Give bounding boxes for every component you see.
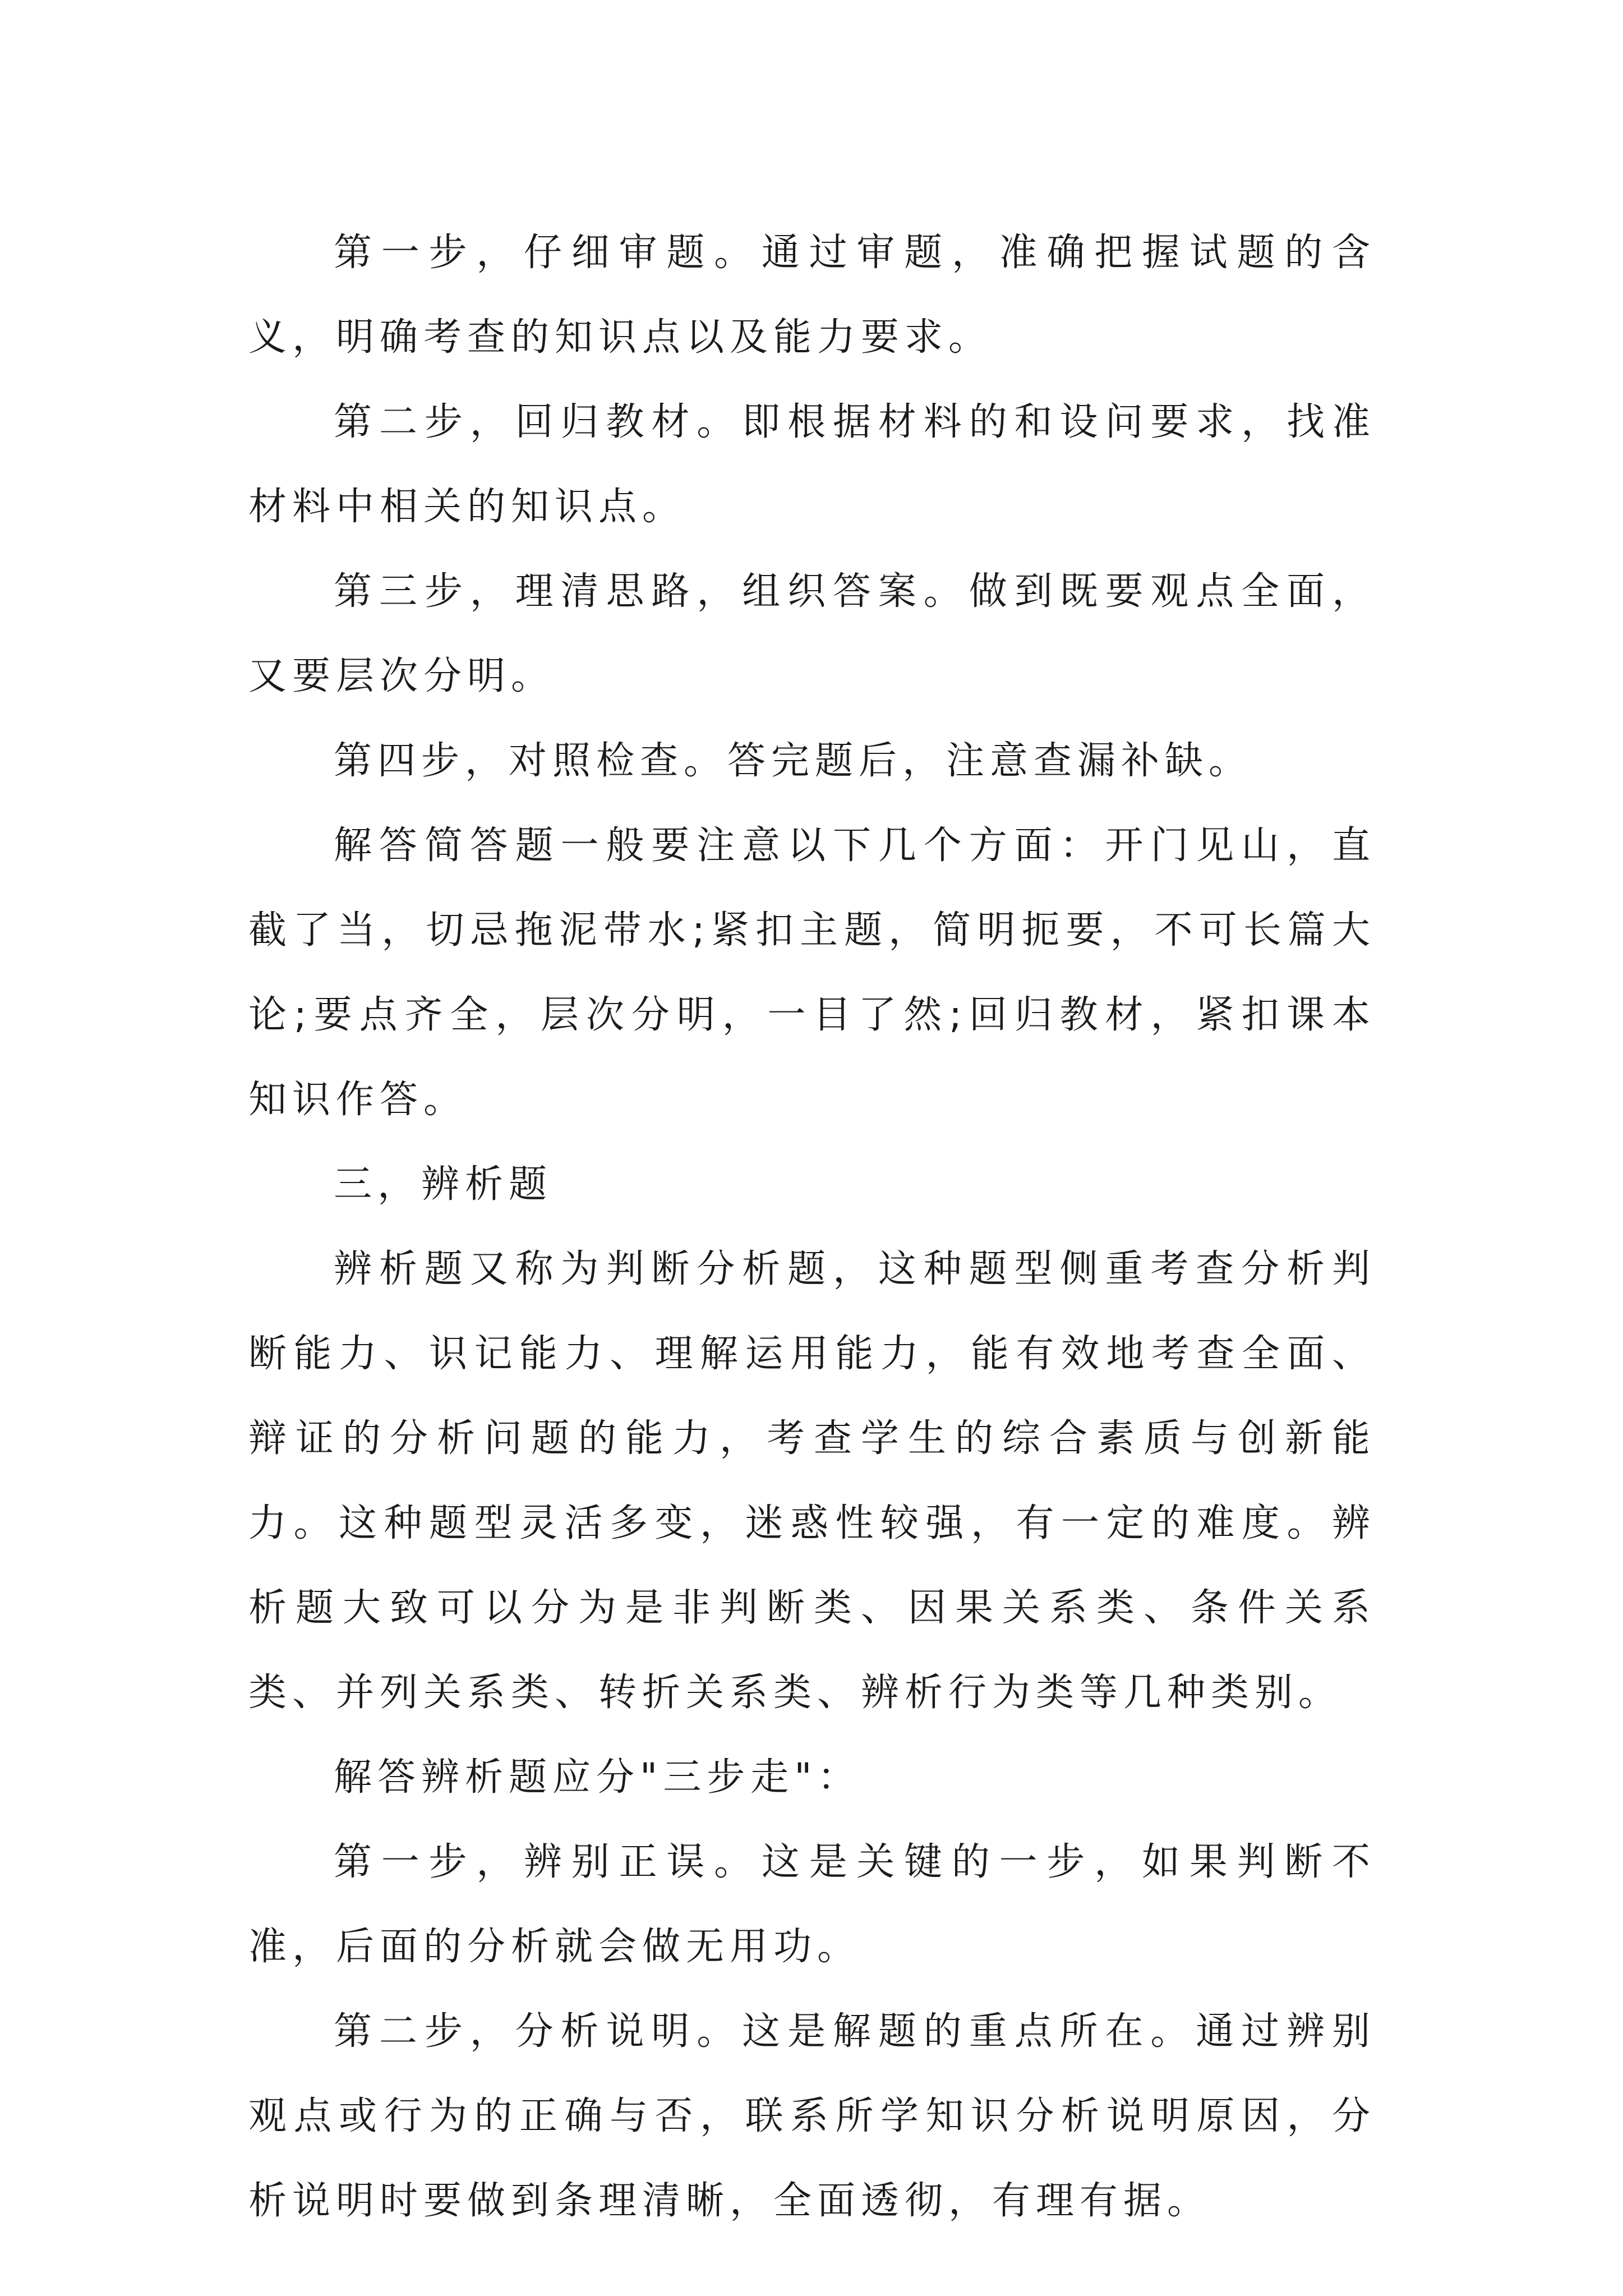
paragraph-analysis-intro: 辨析题又称为判断分析题，这种题型侧重考查分析判断能力、识记能力、理解运用能力，能有效地考查全面、辩证的分析问题的能力，考查学生的综合素质与创新能力。这种题型灵活多变，迷惑性较强，有一定的难度。辨析题大致可以分为是非判断类、因果关系类、条件关系类、并列关系类、转折关系类、辨析行为类等几种类别。 bbox=[248, 1247, 1376, 1715]
section-heading-analysis: 三，辨析题 bbox=[334, 1162, 553, 1207]
paragraph-step3-organize: 第三步，理清思路，组织答案。做到既要观点全面，又要层次分明。 bbox=[248, 569, 1376, 698]
paragraph-three-steps: 解答辨析题应分"三步走"： bbox=[334, 1755, 861, 1800]
paragraph-analysis-step1: 第一步，辨别正误。这是关键的一步，如果判断不准，后面的分析就会做无用功。 bbox=[248, 1840, 1376, 1969]
paragraph-step2-textbook: 第二步，回归教材。即根据材料的和设问要求，找准材料中相关的知识点。 bbox=[248, 400, 1376, 529]
paragraph-step1-review: 第一步，仔细审题。通过审题，准确把握试题的含义，明确考查的知识点以及能力要求。 bbox=[248, 231, 1376, 360]
paragraph-step4-check: 第四步，对照检查。答完题后，注意查漏补缺。 bbox=[334, 739, 1253, 783]
document-body bbox=[248, 210, 1376, 2243]
paragraph-analysis-step2: 第二步，分析说明。这是解题的重点所在。通过辨别观点或行为的正确与否，联系所学知识分析说明原因，分析说明时要做到条理清晰，全面透彻，有理有据。 bbox=[248, 2009, 1376, 2223]
paragraph-short-answer-tips: 解答简答题一般要注意以下几个方面：开门见山，直截了当，切忌拖泥带水;紧扣主题，简明扼要，不可长篇大论;要点齐全，层次分明，一目了然;回归教材，紧扣课本知识作答。 bbox=[248, 823, 1376, 1122]
